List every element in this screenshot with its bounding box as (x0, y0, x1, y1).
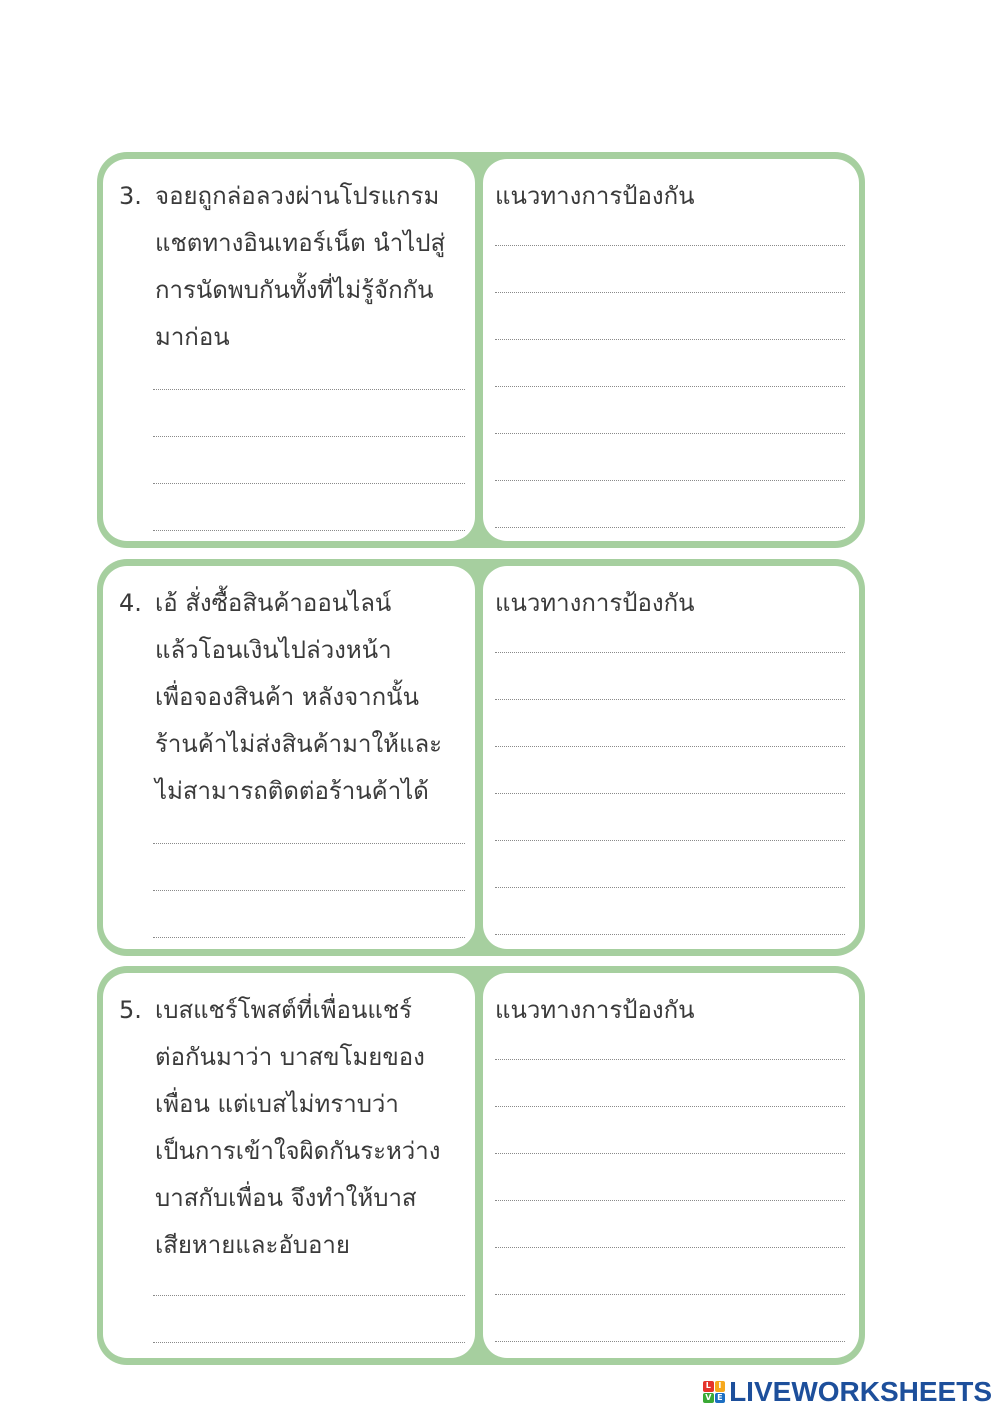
scenario-line: เพื่อน แต่เบสไม่ทราบว่า (155, 1090, 399, 1118)
answer-line[interactable] (495, 527, 845, 528)
answer-line[interactable] (495, 840, 845, 841)
answer-line[interactable] (495, 245, 845, 246)
scenario-line: เอ้ สั่งซื้อสินค้าออนไลน์ (155, 589, 392, 617)
answer-line[interactable] (153, 843, 465, 844)
answer-line[interactable] (495, 1106, 845, 1107)
answer-line[interactable] (495, 1247, 845, 1248)
scenario-line: เพื่อจองสินค้า หลังจากนั้น (155, 683, 419, 711)
answer-line[interactable] (153, 1295, 465, 1296)
prevention-heading: แนวทางการป้องกัน (495, 182, 695, 210)
scenario-line: ไม่สามารถติดต่อร้านค้าได้ (155, 777, 429, 805)
answer-line[interactable] (153, 530, 465, 531)
question-number: 4. (119, 589, 142, 617)
answer-line[interactable] (495, 1341, 845, 1342)
answer-line[interactable] (153, 937, 465, 938)
scenario-line: บาสกับเพื่อน จึงทำให้บาส (155, 1184, 417, 1212)
scenario-line: ต่อกันมาว่า บาสขโมยของ (155, 1043, 425, 1071)
scenario-pane (103, 973, 475, 1358)
answer-line[interactable] (153, 389, 465, 390)
scenario-line: แล้วโอนเงินไปล่วงหน้า (155, 636, 392, 664)
answer-line[interactable] (495, 386, 845, 387)
answer-line[interactable] (153, 1342, 465, 1343)
scenario-line: มาก่อน (155, 323, 230, 351)
brand-icon (703, 1381, 725, 1403)
answer-line[interactable] (495, 793, 845, 794)
answer-line[interactable] (153, 436, 465, 437)
scenario-line: เป็นการเข้าใจผิดกันระหว่าง (155, 1137, 441, 1165)
answer-line[interactable] (495, 699, 845, 700)
brand-icon-letter: E (715, 1393, 726, 1404)
scenario-line: เสียหายและอับอาย (155, 1231, 350, 1259)
answer-line[interactable] (495, 934, 845, 935)
brand-icon-letter: V (703, 1393, 714, 1404)
brand-icon-letter: L (703, 1381, 714, 1392)
answer-line[interactable] (495, 1153, 845, 1154)
scenario-line: ร้านค้าไม่ส่งสินค้ามาให้และ (155, 730, 443, 758)
scenario-pane (103, 566, 475, 949)
prevention-pane (483, 973, 859, 1358)
question-card-5 (97, 966, 865, 1365)
liveworksheets-logo (703, 1377, 992, 1407)
question-number: 5. (119, 996, 142, 1024)
scenario-line: เบสแชร์โพสต์ที่เพื่อนแชร์ (155, 996, 412, 1024)
question-card-3 (97, 152, 865, 548)
answer-line[interactable] (495, 1059, 845, 1060)
answer-line[interactable] (495, 339, 845, 340)
scenario-line: จอยถูกล่อลวงผ่านโปรแกรม (155, 182, 440, 210)
answer-line[interactable] (495, 887, 845, 888)
question-number: 3. (119, 182, 142, 210)
answer-line[interactable] (495, 1294, 845, 1295)
answer-line[interactable] (153, 483, 465, 484)
question-card-4 (97, 559, 865, 956)
scenario-line: แชตทางอินเทอร์เน็ต นำไปสู่ (155, 229, 446, 257)
answer-line[interactable] (495, 652, 845, 653)
answer-line[interactable] (153, 890, 465, 891)
answer-line[interactable] (495, 1200, 845, 1201)
prevention-heading: แนวทางการป้องกัน (495, 589, 695, 617)
prevention-pane (483, 566, 859, 949)
answer-line[interactable] (495, 480, 845, 481)
scenario-pane (103, 159, 475, 541)
answer-line[interactable] (495, 433, 845, 434)
answer-line[interactable] (495, 292, 845, 293)
prevention-pane (483, 159, 859, 541)
answer-line[interactable] (495, 746, 845, 747)
scenario-line: การนัดพบกันทั้งที่ไม่รู้จักกัน (155, 276, 434, 304)
prevention-heading: แนวทางการป้องกัน (495, 996, 695, 1024)
brand-icon-letter: I (715, 1381, 726, 1392)
brand-name: LIVEWORKSHEETS (729, 1376, 992, 1407)
